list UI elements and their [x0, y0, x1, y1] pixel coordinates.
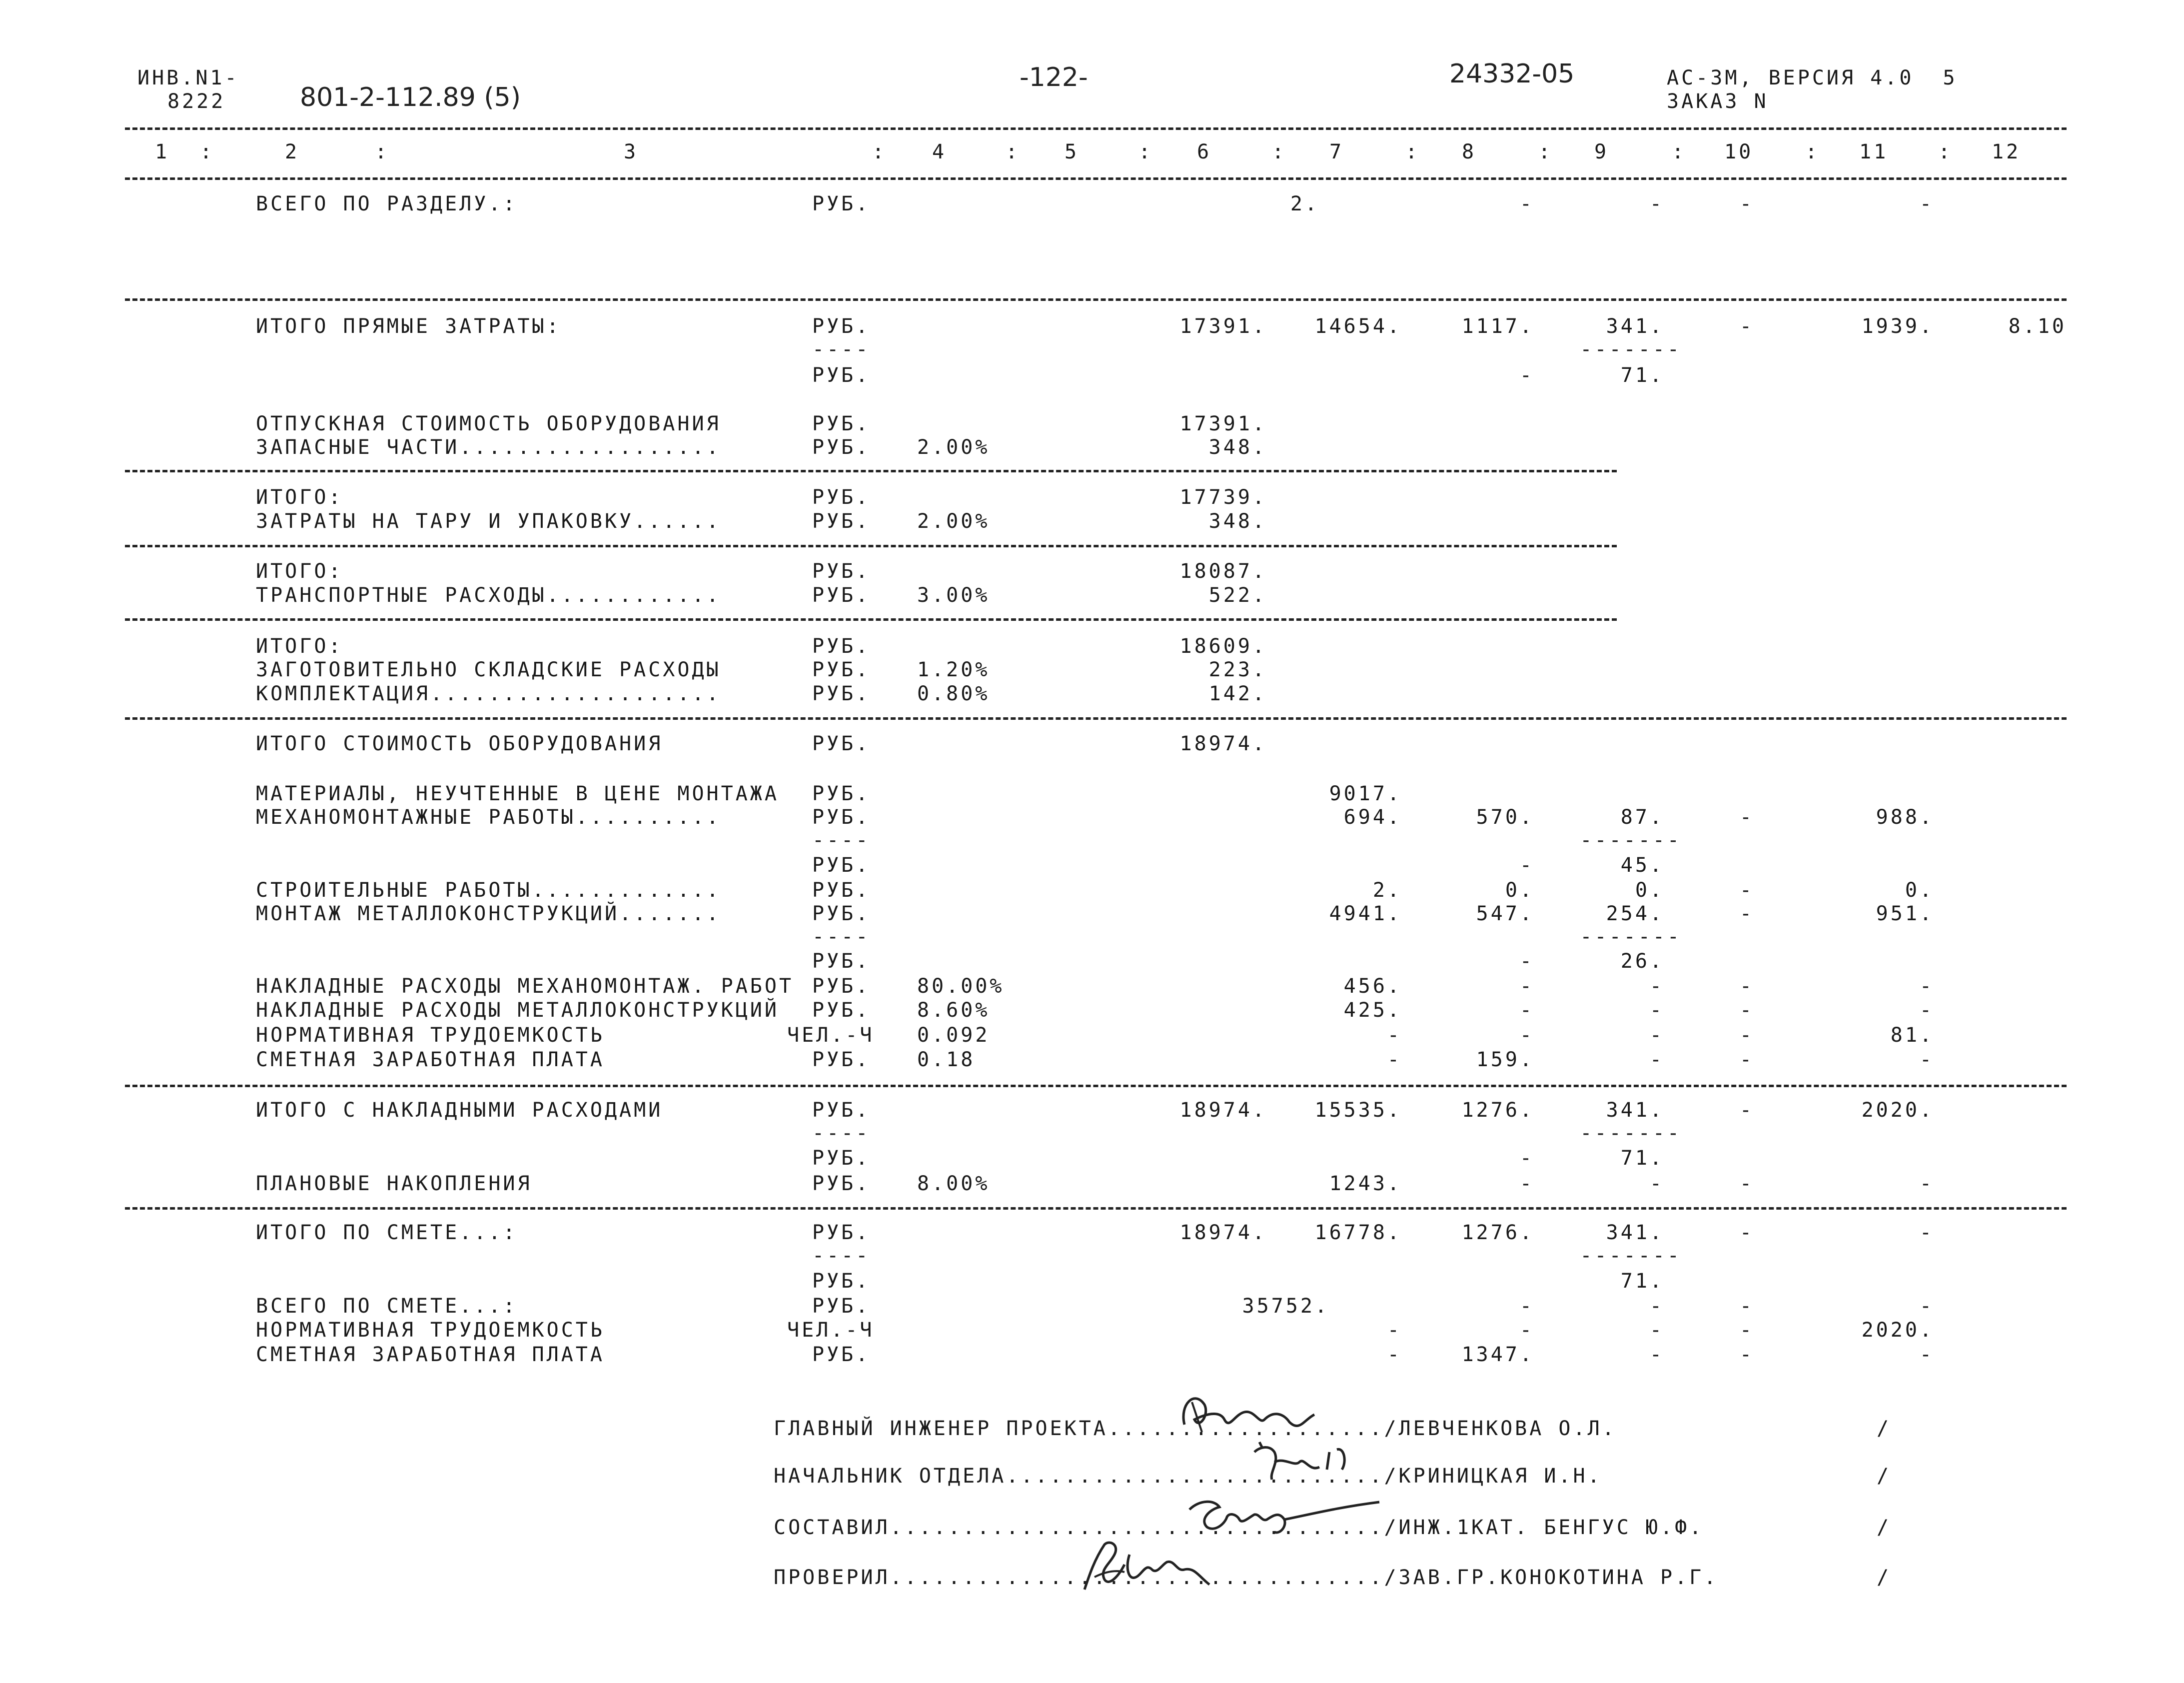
- cell-col-11: -: [1919, 1172, 1934, 1195]
- row-label: СМЕТНАЯ ЗАРАБОТНАЯ ПЛАТА: [256, 1048, 605, 1071]
- unit-cell: РУБ.: [812, 999, 871, 1022]
- cell-col-11: 81.: [1890, 1024, 1934, 1047]
- row-label: МЕХАНОМОНТАЖНЫЕ РАБОТЫ..........: [256, 806, 721, 829]
- cell-col-6: 18087.: [1179, 560, 1267, 583]
- cell-col-11: 2020.: [1861, 1319, 1934, 1342]
- column-separator: :: [1272, 140, 1287, 163]
- unit-cell: РУБ.: [812, 510, 871, 533]
- order-number: ЗАКАЗ N: [1667, 90, 1769, 113]
- row-label: НОРМАТИВНАЯ ТРУДОЕМКОСТЬ: [256, 1319, 605, 1342]
- cell-col-8: 0.: [1505, 879, 1534, 902]
- unit-cell: РУБ.: [812, 806, 871, 829]
- rate-cell: 8.00%: [917, 1172, 990, 1195]
- cell-col-10: -: [1739, 1024, 1754, 1047]
- cell-col-8: -: [1519, 975, 1534, 998]
- unit-cell: РУБ.: [812, 584, 871, 607]
- cell-col-6: 18609.: [1179, 635, 1267, 658]
- row-label: ИТОГО ПО СМЕТЕ...:: [256, 1221, 518, 1244]
- cell-col-9: -: [1649, 975, 1664, 998]
- cell-col-6: 522.: [1208, 584, 1267, 607]
- cell-col-8: -: [1519, 1147, 1534, 1170]
- row-label: ТРАНСПОРТНЫЕ РАСХОДЫ............: [256, 584, 721, 607]
- unit-cell: РУБ.: [812, 902, 871, 925]
- column-separator: :: [200, 140, 215, 163]
- unit-cell: РУБ.: [812, 879, 871, 902]
- unit-cell: РУБ.: [812, 782, 871, 805]
- column-header: 2: [285, 140, 300, 163]
- cell-col-11: -: [1919, 1048, 1934, 1071]
- cell-col-7: 694.: [1343, 806, 1402, 829]
- unit-cell: РУБ.: [812, 1343, 871, 1366]
- unit-cell: РУБ.: [812, 1295, 871, 1318]
- cell-col-9: 341.: [1606, 1099, 1664, 1122]
- cell-col-9: 71.: [1620, 1270, 1664, 1293]
- divider: [125, 127, 2067, 130]
- cell-col-6: 17391.: [1179, 412, 1267, 435]
- row-label: ОТПУСКНАЯ СТОИМОСТЬ ОБОРУДОВАНИЯ: [256, 412, 721, 435]
- cell-col-10: -: [1739, 1048, 1754, 1071]
- row-label: НАКЛАДНЫЕ РАСХОДЫ МЕХАНОМОНТАЖ. РАБОТ: [256, 975, 794, 998]
- unit-cell: РУБ.: [812, 412, 871, 435]
- rate-cell: 0.80%: [917, 682, 990, 705]
- value-underline: -------: [1580, 1122, 1682, 1145]
- signature-line-compiled-by: СОСТАВИЛ................................../ИНЖ.1КАТ. БЕНГУС Ю.Ф.: [774, 1516, 1704, 1539]
- cell-col-6: 17739.: [1179, 486, 1267, 509]
- row-label: ИТОГО:: [256, 635, 343, 658]
- cell-col-9: -: [1649, 1343, 1664, 1366]
- cell-col-7: 9017.: [1329, 782, 1402, 805]
- cell-col-11: -: [1919, 975, 1934, 998]
- cell-col-8: -: [1519, 999, 1534, 1022]
- unit-underline: ----: [812, 1122, 871, 1145]
- cell-col-7: 14654.: [1314, 315, 1402, 338]
- cell-col-9: -: [1649, 192, 1664, 215]
- cell-col-11: 988.: [1876, 806, 1934, 829]
- cell-col-6: 17391.: [1179, 315, 1267, 338]
- column-separator: :: [375, 140, 390, 163]
- value-underline: -------: [1580, 1244, 1682, 1267]
- rate-cell: 0.18: [917, 1048, 976, 1071]
- row-label: НОРМАТИВНАЯ ТРУДОЕМКОСТЬ: [256, 1024, 605, 1047]
- column-header: 5: [1065, 140, 1080, 163]
- cell-col-11: -: [1919, 1221, 1934, 1244]
- unit-underline: ----: [812, 338, 871, 361]
- cell-col-7: -: [1387, 1319, 1402, 1342]
- cell-col-8: -: [1519, 854, 1534, 877]
- cell-col-7: -: [1387, 1024, 1402, 1047]
- unit-cell: РУБ.: [812, 950, 871, 973]
- divider: [125, 618, 1617, 621]
- row-label: ВСЕГО ПО РАЗДЕЛУ.:: [256, 192, 518, 215]
- page-number: -122-: [1020, 62, 1088, 92]
- cell-col-11: -: [1919, 1295, 1934, 1318]
- column-header: 3: [624, 140, 639, 163]
- divider: [125, 1085, 2067, 1087]
- cell-col-9: -: [1649, 1172, 1664, 1195]
- cell-col-8: 547.: [1476, 902, 1534, 925]
- cell-col-6: 223.: [1208, 658, 1267, 681]
- row-label: МАТЕРИАЛЫ, НЕУЧТЕННЫЕ В ЦЕНЕ МОНТАЖА: [256, 782, 779, 805]
- column-separator: :: [1805, 140, 1820, 163]
- column-separator: :: [1672, 140, 1687, 163]
- cell-col-10: -: [1739, 1343, 1754, 1366]
- cell-col-10: -: [1739, 1099, 1754, 1122]
- column-header: 8: [1462, 140, 1477, 163]
- cell-col-11: -: [1919, 1343, 1934, 1366]
- row-label: НАКЛАДНЫЕ РАСХОДЫ МЕТАЛЛОКОНСТРУКЦИЙ: [256, 999, 779, 1022]
- cell-col-7: 456.: [1343, 975, 1402, 998]
- divider: [125, 298, 2067, 301]
- row-label: ПЛАНОВЫЕ НАКОПЛЕНИЯ: [256, 1172, 532, 1195]
- row-label: ВСЕГО ПО СМЕТЕ...:: [256, 1295, 518, 1318]
- column-separator: :: [1938, 140, 1953, 163]
- document-code: 24332-05: [1449, 59, 1575, 89]
- column-separator: :: [1405, 140, 1420, 163]
- cell-col-11: 0.: [1905, 879, 1934, 902]
- cell-col-6: 18974.: [1179, 1099, 1267, 1122]
- column-separator: :: [872, 140, 887, 163]
- signature-slash: /: [1877, 1465, 1892, 1488]
- cell-col-7: 16778.: [1314, 1221, 1402, 1244]
- cell-col-9: -: [1649, 1048, 1664, 1071]
- cell-col-11: -: [1919, 192, 1934, 215]
- cell-col-6: 142.: [1208, 682, 1267, 705]
- unit-cell: РУБ.: [812, 364, 871, 387]
- column-separator: :: [1006, 140, 1021, 163]
- cell-col-10: -: [1739, 1221, 1754, 1244]
- column-header: 10: [1724, 140, 1754, 163]
- cell-col-10: -: [1739, 999, 1754, 1022]
- cell-col-8: -: [1519, 192, 1534, 215]
- cell-col-6: 348.: [1208, 436, 1267, 459]
- cell-col-9: -: [1649, 1295, 1664, 1318]
- cell-col-7: 4941.: [1329, 902, 1402, 925]
- rate-cell: 80.00%: [917, 975, 1005, 998]
- row-label: СТРОИТЕЛЬНЫЕ РАБОТЫ.............: [256, 879, 721, 902]
- program-version: АС-3М, ВЕРСИЯ 4.0 5: [1667, 66, 1958, 89]
- divider: [125, 470, 1617, 472]
- cell-col-9: 341.: [1606, 315, 1664, 338]
- unit-cell: РУБ.: [812, 854, 871, 877]
- row-label: КОМПЛЕКТАЦИЯ....................: [256, 682, 721, 705]
- rate-cell: 1.20%: [917, 658, 990, 681]
- cell-col-8: 570.: [1476, 806, 1534, 829]
- cell-col-9: 71.: [1620, 1147, 1664, 1170]
- value-underline: -------: [1580, 338, 1682, 361]
- cell-col-7: -: [1387, 1343, 1402, 1366]
- cell-col-8: -: [1519, 950, 1534, 973]
- row-label: МОНТАЖ МЕТАЛЛОКОНСТРУКЦИЙ.......: [256, 902, 721, 925]
- inventory-number: 8222: [167, 90, 226, 113]
- cell-col-8: -: [1519, 1295, 1534, 1318]
- column-header: 7: [1329, 140, 1344, 163]
- column-separator: :: [1538, 140, 1553, 163]
- cell-col-10: -: [1739, 315, 1754, 338]
- unit-cell: ЧЕЛ.-Ч: [787, 1319, 875, 1342]
- row-label: СМЕТНАЯ ЗАРАБОТНАЯ ПЛАТА: [256, 1343, 605, 1366]
- signature-line-checked-by: ПРОВЕРИЛ................................../ЗАВ.ГР.КОНОКОТИНА Р.Г.: [774, 1566, 1719, 1589]
- row-label: ИТОГО С НАКЛАДНЫМИ РАСХОДАМИ: [256, 1099, 663, 1122]
- column-separator: :: [1138, 140, 1153, 163]
- unit-cell: РУБ.: [812, 682, 871, 705]
- cell-col-11: 951.: [1876, 902, 1934, 925]
- unit-cell: РУБ.: [812, 732, 871, 755]
- cell-col-10: -: [1739, 806, 1754, 829]
- unit-underline: ----: [812, 925, 871, 948]
- unit-cell: РУБ.: [812, 975, 871, 998]
- row-label: ЗАГОТОВИТЕЛЬНО СКЛАДСКИЕ РАСХОДЫ: [256, 658, 721, 681]
- cell-col-9: 87.: [1620, 806, 1664, 829]
- unit-cell: РУБ.: [812, 1270, 871, 1293]
- cell-col-8: -: [1519, 1024, 1534, 1047]
- cell-col-11: -: [1919, 999, 1934, 1022]
- column-header: 4: [932, 140, 947, 163]
- unit-cell: РУБ.: [812, 1147, 871, 1170]
- rate-cell: 0.092: [917, 1024, 990, 1047]
- value-underline: -------: [1580, 925, 1682, 948]
- rate-cell: 2.00%: [917, 510, 990, 533]
- unit-cell: РУБ.: [812, 1099, 871, 1122]
- cell-col-9: 254.: [1606, 902, 1664, 925]
- unit-underline: ----: [812, 1244, 871, 1267]
- unit-cell: РУБ.: [812, 192, 871, 215]
- unit-cell: РУБ.: [812, 635, 871, 658]
- handwritten-signature: [1075, 1530, 1224, 1600]
- cell-col-9: 71.: [1620, 364, 1664, 387]
- cell-col-9: -: [1649, 999, 1664, 1022]
- signature-line-chief-engineer: ГЛАВНЫЙ ИНЖЕНЕР ПРОЕКТА.................../ЛЕВЧЕНКОВА О.Л.: [774, 1417, 1617, 1440]
- cell-col-8: 1276.: [1461, 1221, 1534, 1244]
- cell-col-9: 45.: [1620, 854, 1664, 877]
- cell-col-9: -: [1649, 1024, 1664, 1047]
- column-header: 6: [1197, 140, 1212, 163]
- cell-col-8: 1347.: [1461, 1343, 1534, 1366]
- cell-col-8: -: [1519, 1172, 1534, 1195]
- signature-slash: /: [1877, 1516, 1892, 1539]
- cell-col-7: 2.: [1372, 879, 1402, 902]
- column-header: 11: [1859, 140, 1889, 163]
- cell-col-6: 18974.: [1179, 1221, 1267, 1244]
- cell-col-7: -: [1387, 1048, 1402, 1071]
- row-label: ИТОГО ПРЯМЫЕ ЗАТРАТЫ:: [256, 315, 561, 338]
- cell-col-7: 35752.: [1242, 1295, 1329, 1318]
- row-label: ИТОГО:: [256, 486, 343, 509]
- unit-cell: ЧЕЛ.-Ч: [787, 1024, 875, 1047]
- unit-underline: ----: [812, 829, 871, 852]
- column-header: 12: [1992, 140, 2021, 163]
- cell-col-10: -: [1739, 879, 1754, 902]
- unit-cell: РУБ.: [812, 1172, 871, 1195]
- signature-line-department-head: НАЧАЛЬНИК ОТДЕЛА........................../КРИНИЦКАЯ И.Н.: [774, 1465, 1602, 1488]
- row-label: ИТОГО СТОИМОСТЬ ОБОРУДОВАНИЯ: [256, 732, 663, 755]
- unit-cell: РУБ.: [812, 1048, 871, 1071]
- cell-col-10: -: [1739, 902, 1754, 925]
- divider: [125, 1207, 2067, 1210]
- unit-cell: РУБ.: [812, 486, 871, 509]
- rate-cell: 2.00%: [917, 436, 990, 459]
- handwritten-signature: [1244, 1432, 1364, 1487]
- cell-col-7: 425.: [1343, 999, 1402, 1022]
- inventory-label: ИНВ.N1-: [137, 66, 239, 89]
- unit-cell: РУБ.: [812, 436, 871, 459]
- cell-col-8: 1276.: [1461, 1099, 1534, 1122]
- column-header: 9: [1594, 140, 1609, 163]
- row-label: ЗАПАСНЫЕ ЧАСТИ..................: [256, 436, 721, 459]
- rate-cell: 3.00%: [917, 584, 990, 607]
- signature-slash: /: [1877, 1417, 1892, 1440]
- cell-col-7: 1243.: [1329, 1172, 1402, 1195]
- row-label: ЗАТРАТЫ НА ТАРУ И УПАКОВКУ......: [256, 510, 721, 533]
- divider: [125, 717, 2067, 720]
- rate-cell: 8.60%: [917, 999, 990, 1022]
- cell-col-10: -: [1739, 1172, 1754, 1195]
- column-header: 1: [155, 140, 170, 163]
- cell-col-7: 2.: [1290, 192, 1319, 215]
- unit-cell: РУБ.: [812, 658, 871, 681]
- cell-col-9: 26.: [1620, 950, 1664, 973]
- divider: [125, 545, 1617, 547]
- cell-col-9: 0.: [1635, 879, 1664, 902]
- signature-slash: /: [1877, 1566, 1892, 1589]
- row-label: ИТОГО:: [256, 560, 343, 583]
- cell-col-10: -: [1739, 1295, 1754, 1318]
- cell-col-11: 1939.: [1861, 315, 1934, 338]
- cell-col-8: -: [1519, 1319, 1534, 1342]
- cell-col-12: 8.10: [2008, 315, 2067, 338]
- cell-col-6: 348.: [1208, 510, 1267, 533]
- cell-col-8: -: [1519, 364, 1534, 387]
- cell-col-10: -: [1739, 975, 1754, 998]
- cell-col-8: 1117.: [1461, 315, 1534, 338]
- cell-col-7: 15535.: [1314, 1099, 1402, 1122]
- cell-col-10: -: [1739, 1319, 1754, 1342]
- unit-cell: РУБ.: [812, 315, 871, 338]
- cell-col-9: -: [1649, 1319, 1664, 1342]
- value-underline: -------: [1580, 829, 1682, 852]
- project-code: 801-2-112.89 (5): [300, 82, 521, 112]
- cell-col-9: 341.: [1606, 1221, 1664, 1244]
- cell-col-10: -: [1739, 192, 1754, 215]
- unit-cell: РУБ.: [812, 1221, 871, 1244]
- cell-col-11: 2020.: [1861, 1099, 1934, 1122]
- cell-col-8: 159.: [1476, 1048, 1534, 1071]
- divider: [125, 177, 2067, 180]
- unit-cell: РУБ.: [812, 560, 871, 583]
- cell-col-6: 18974.: [1179, 732, 1267, 755]
